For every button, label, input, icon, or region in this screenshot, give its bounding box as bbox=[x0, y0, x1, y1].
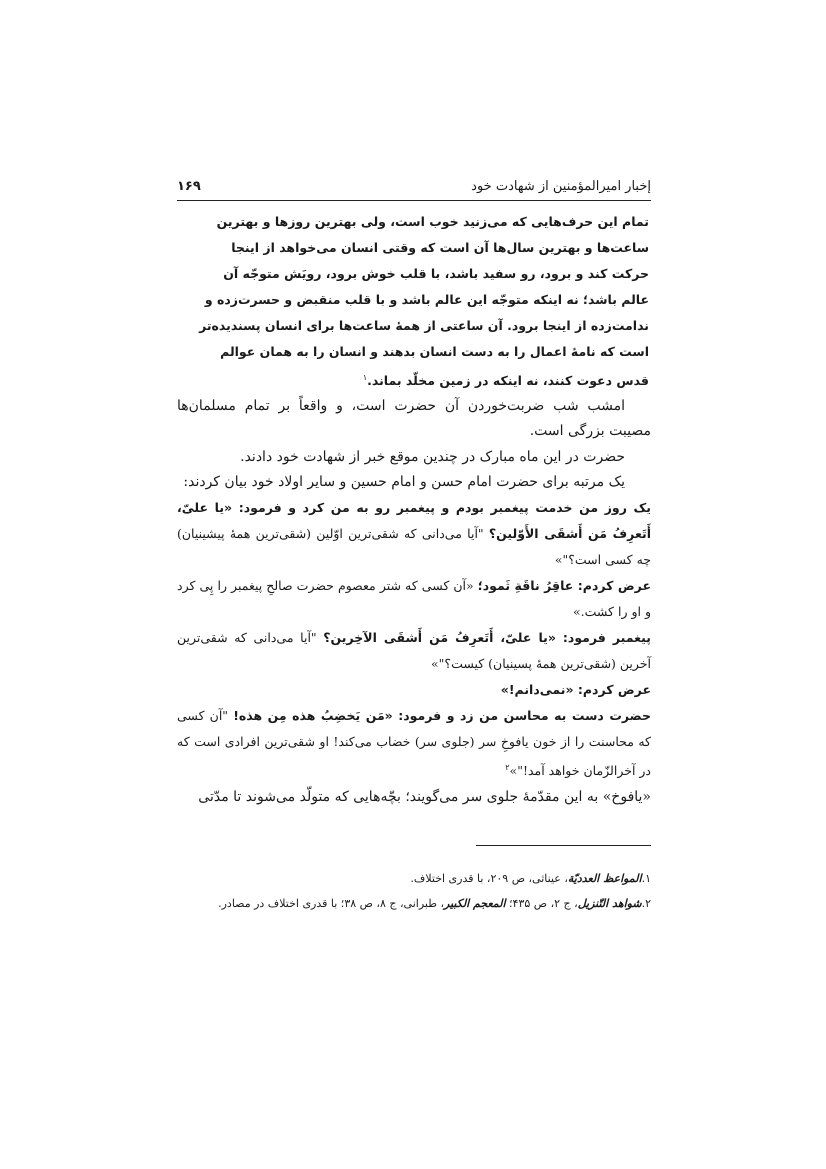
footnote-mark: ۱ bbox=[362, 373, 368, 382]
quote-block bbox=[177, 209, 651, 394]
page-number: ۱۶۹ bbox=[177, 179, 201, 194]
footnote-rule bbox=[476, 845, 651, 846]
paragraph: حضرت در این ماه مبارک در چندین موقع خبر از شهادت خود دادند. bbox=[240, 449, 625, 466]
page-header bbox=[177, 178, 651, 201]
body-text bbox=[177, 209, 651, 810]
quote-line: تمام این حرف‌هایی که می‌زنید خوب است، ولی بهترین روزها و بهترین bbox=[216, 214, 649, 229]
dialog-line: عرض کردم: «نمی‌دانم!» bbox=[500, 682, 651, 698]
closing-line: «یافوخ» به این مقدّمهٔ جلوی سر می‌گویند؛ بچّه‌هایی که متولّد می‌شوند تا مدّتی bbox=[198, 789, 651, 806]
footnote-mark: ۲ bbox=[505, 763, 510, 773]
dialog-line: پیغمبر فرمود: «یا علیّ، أَتَعرِفُ مَن أَشقَی الآخِرین؟ "آیا می‌دانی که شقی‌ترین آخرین (شقی‌ترین همهٔ پسینیان) کیست؟"» bbox=[177, 630, 651, 672]
footnotes bbox=[177, 866, 651, 916]
quote-line: ندامت‌زده از اینجا برود. آن ساعتی از همهٔ ساعت‌ها برای انسان پسندیده‌تر bbox=[199, 318, 649, 333]
footnote-2: ۲.شواهد التّنزیل، ج ۲، ص ۴۳۵؛ المعجم الکبیر، طبرانی، ج ۸، ص ۳۸؛ با قدری اختلاف در مصادر. bbox=[218, 897, 651, 910]
running-title: إخبار امیرالمؤمنین از شهادت خود bbox=[471, 179, 651, 194]
quote-line: حرکت کند و برود، رو سفید باشد، با قلب خوش برود، رویَش متوجّه آن bbox=[223, 266, 649, 281]
quote-line: عالم باشد؛ نه اینکه متوجّه این عالم باشد و با قلب منقبض و حسرت‌زده و bbox=[204, 292, 649, 307]
footnote-1: ۱.المواعظ العددیّة، عیناثی، ص ۲۰۹، با قدری اختلاف. bbox=[410, 872, 651, 885]
dialog-line: عرض کردم: عاقِرُ ناقَةِ ثَمود؛ «آن کسی که شتر معصوم حضرت صالحِ پیغمبر را پِی کرد و او را کشت.» bbox=[177, 578, 651, 620]
quote-line: قدس دعوت کنند، نه اینکه در زمین مخلّد بماند.$^۱$ bbox=[362, 373, 649, 389]
paragraph: یک مرتبه برای حضرت امام حسن و امام حسین و سایر اولاد خود بیان کردند: bbox=[183, 474, 625, 491]
quote-line: است که نامهٔ اعمال را به دست انسان بدهند و انسان را به همان عوالم bbox=[220, 344, 649, 359]
dialog-line: یک روز من خدمت پیغمبر بودم و پیغمبر رو به من کرد و فرمود: «یا علیّ، أَتَعرِفُ مَن أَشقَی الأَوّلین؟ "آیا می‌دانی که شقی‌ترین اوّلین (شقی‌ترین همهٔ پیشینیان) چه کسی است؟"» bbox=[177, 500, 651, 568]
quote-line: ساعت‌ها و بهترین سال‌ها آن است که وقتی انسان می‌خواهد از اینجا bbox=[231, 240, 649, 255]
paragraph: امشب شب ضربت‌خوردن آن حضرت است، و واقعاً بر تمام مسلمان‌ها مصیبت بزرگی است. bbox=[177, 398, 651, 440]
dialog-line: حضرت دست به محاسن من زد و فرمود: «مَن یَخضِبُ هذه مِن هذه! "آن کسی که محاسنت را از خون یافوخِ سر (جلوی سر) خضاب می‌کند! او شقی‌ترین افرادی است که در آخرالزّمان خواهد آمد!"»$^۲$ bbox=[177, 708, 651, 779]
